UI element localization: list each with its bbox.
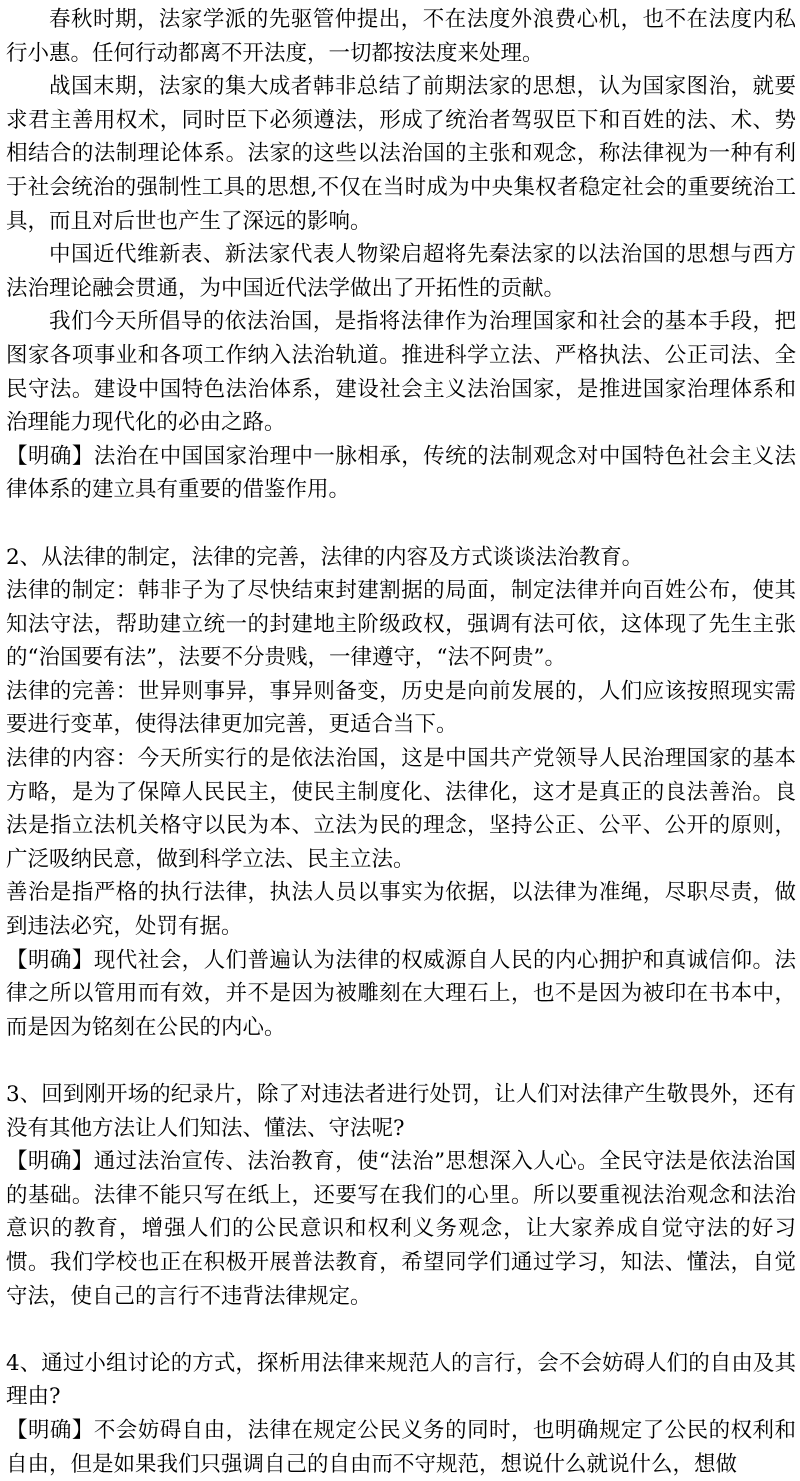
paragraph-rule-of-law-today: 我们今天所倡导的依法治国，是指将法律作为治理国家和社会的基本手段，把图家各项事业和各项工作纳入法治轨道。推进科学立法、严格执法、公正司法、全民守法。建设中国特色法治体系，建设社会主义法治国家，是推进国家治理体系和治理能力现代化的必由之路。 (6, 309, 796, 436)
paragraph-gap (6, 1313, 796, 1347)
paragraph-clarification-1: 【明确】法治在中国国家治理中一脉相承，传统的法制观念对中国特色社会主义法律体系的建立具有重要的借鉴作用。 (6, 443, 796, 503)
paragraph-clarification-3: 【明确】通过法治宣传、法治教育，使“法治”思想深入人心。全民守法是依法治国的基础。法律不能只写在纸上，还要写在我们的心里。所以要重视法治观念和法治意识的教育，增强人们的公民意识和权利义务观念，让大家养成自觉守法的好习惯。我们学校也正在积极开展普法教育，希望同学们通过学习，知法、懂法，自觉守法，使自己的言行不违背法律规定。 (6, 1149, 796, 1309)
paragraph-law-making: 法律的制定：韩非子为了尽快结束封建割据的局面，制定法律并向百姓公布，使其知法守法，帮助建立统一的封建地主阶级政权，强调有法可依，这体现了先生主张的“治国要有法”，法要不分贵贱，一律遵守，“法不阿贵”。 (6, 578, 796, 671)
paragraph-hanfei: 战国末期，法家的集大成者韩非总结了前期法家的思想，认为国家图治，就要求君主善用权术，同时臣下必须遵法，形成了统治者驾驭臣下和百姓的法、术、势相结合的法制理论体系。法家的这些以法治国的主张和观念，称法律视为一种有利于社会统治的强制性工具的思想,不仅在当时成为中央集权者稳定社会的重要统治工具，而且对后世也产生了深远的影响。 (6, 74, 796, 234)
paragraph-liangqichao: 中国近代维新表、新法家代表人物梁启超将先秦法家的以法治国的思想与西方法治理论融会贯通，为中国近代法学做出了开拓性的贡献。 (6, 242, 796, 301)
paragraph-clarification-4: 【明确】不会妨碍自由，法律在规定公民义务的同时，也明确规定了公民的权利和自由，但是如果我们只强调自己的自由而不守规范，想说什么就说什么，想做 (6, 1417, 796, 1477)
paragraph-gap (6, 1044, 796, 1078)
paragraph-clarification-2: 【明确】现代社会，人们普遍认为法律的权威源自人民的内心拥护和真诚信仰。法律之所以管用而有效，并不是因为被雕刻在大理石上，也不是因为被印在书本中，而是因为铭刻在公民的内心。 (6, 947, 796, 1040)
question-2-heading: 2、从法律的制定，法律的完善，法律的内容及方式谈谈法治教育。 (6, 544, 644, 570)
question-4-heading: 4、通过小组讨论的方式，探析用法律来规范人的言行，会不会妨碍人们的自由及其理由? (6, 1350, 796, 1410)
paragraph-law-improvement: 法律的完善：世异则事异，事异则备变，历史是向前发展的，人们应该按照现实需要进行变革，使得法律更加完善，更适合当下。 (6, 678, 796, 738)
document-page (6, 3, 796, 1481)
question-3-heading: 3、回到刚开场的纪录片，除了对违法者进行处罚，让人们对法律产生敬畏外，还有没有其他方法让人们知法、懂法、守法呢? (6, 1082, 796, 1141)
paragraph-good-governance: 善治是指严格的执行法律，执法人员以事实为依据，以法律为准绳，尽职尽责，做到违法必究，处罚有据。 (6, 880, 796, 940)
paragraph-law-content: 法律的内容：今天所实行的是依法治国，这是中国共产党领导人民治理国家的基本方略，是为了保障人民民主，使民主制度化、法律化，这才是真正的良法善治。良法是指立法机关格守以民为本、立法为民的理念，坚持公正、公平、公开的原则，广泛吸纳民意，做到科学立法、民主立法。 (6, 746, 796, 872)
paragraph-guanzhong: 春秋时期，法家学派的先驱管仲提出，不在法度外浪费心机，也不在法度内私行小惠。任何行动都离不开法度，一切都按法度来处理。 (6, 7, 796, 66)
paragraph-gap (6, 507, 796, 541)
